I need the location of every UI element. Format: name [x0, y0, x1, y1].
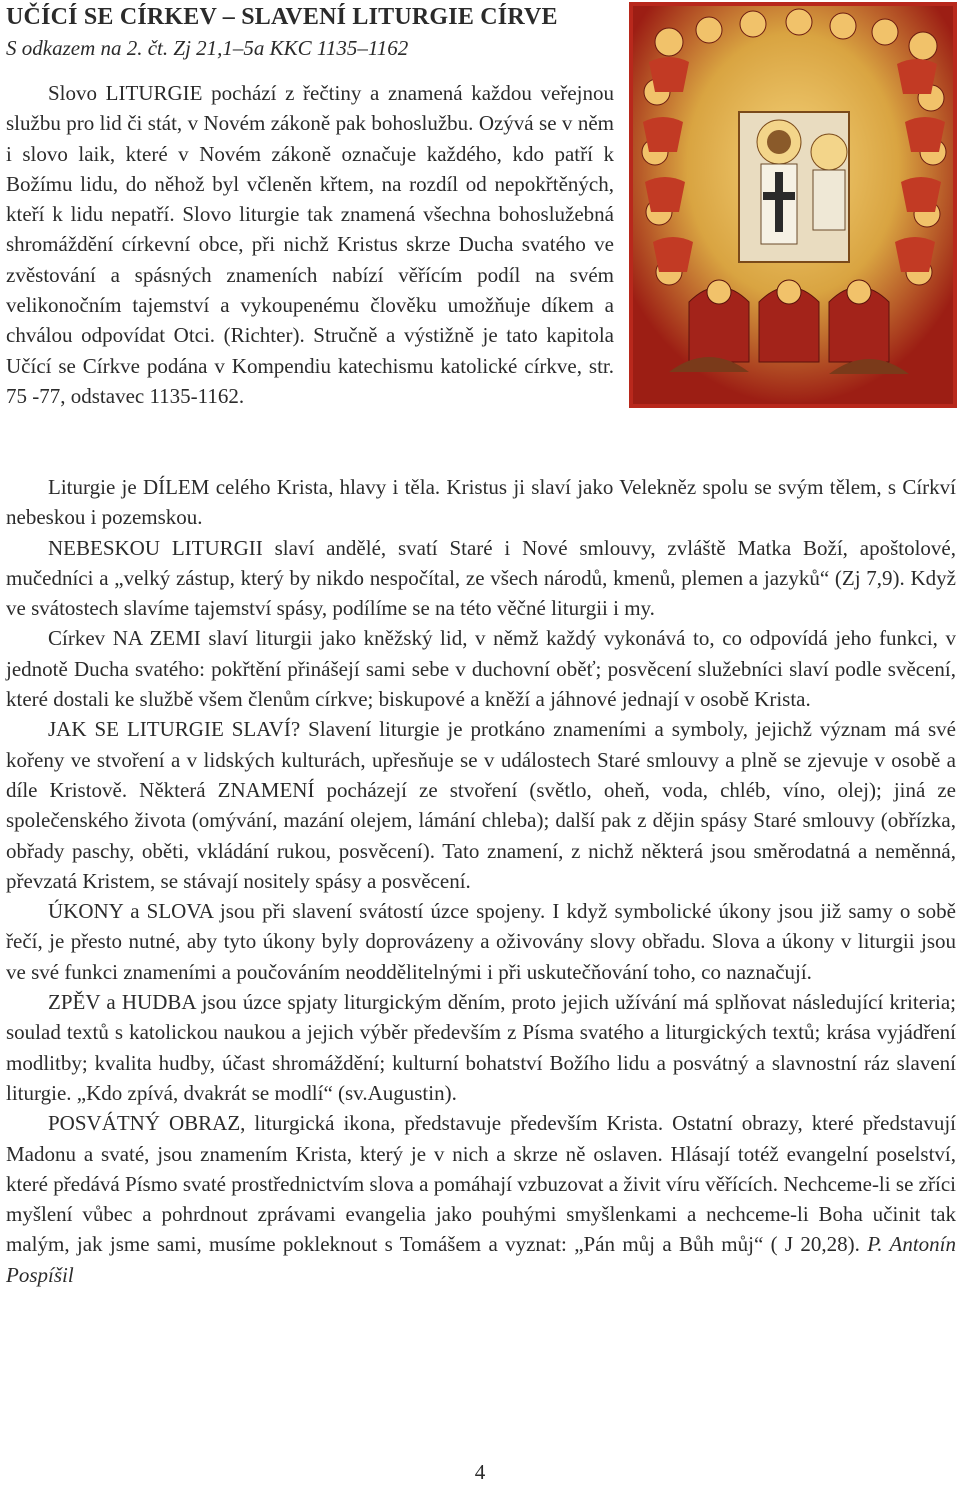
paragraph-text: POSVÁTNÝ OBRAZ, liturgická ikona, představuje především Krista. Ostatní obrazy, které představují Madonu a svaté, jsou znamením Krista, který je v nich a skrze ně oslaven. Hlásají totéž evangelní poselství, které předává Písmo svaté prostřednictvím slova a pomáhají vzbuzovat a živit víru věřících. Nechceme-li se zříci myšlení vůbec a pohrdnout zprávami evangelia jako pouhými smyšlenkami a nechceme-li Boha učinit tak malým, jak jsme sami, musíme pokleknout s Tomášem a vyznat: „Pán můj a Bůh můj“ ( J 20,28). [6, 1111, 956, 1257]
author-signature: P. Antonín Pospíšil [6, 1232, 956, 1287]
article-body [6, 472, 956, 1290]
paragraph-zpev-hudba: ZPĚV a HUDBA jsou úzce spjaty liturgickým děním, proto jejich užívání má splňovat následující kriteria; soulad textů s katolickou naukou a jejich výběr především z Písma svatého a liturgických textů; krása vyjádření modlitby; kvalita hudby, účast shromáždění; kulturní bohatství Božího lidu a posvátný a slavnostní ráz slavení liturgie. „Kdo zpívá, dvakrát se modlí“ (sv.Augustin). [6, 990, 956, 1105]
paragraph-cirkev-na-zemi: Církev NA ZEMI slaví liturgii jako kněžský lid, v němž každý vykonává to, co odpovídá jeho funkci, v jednotě Ducha svatého: pokřtění přinášejí sami sebe v duchovní oběť; posvěcení služebníci slaví podle svěcení, které dostali ke službě všem členům církve; biskupové a kněží a jáhnové jednají v osobě Krista. [6, 626, 956, 712]
paragraph-dilo: Liturgie je DÍLEM celého Krista, hlavy i těla. Kristus ji slaví jako Velekněz spolu se svým tělem, s Církví nebeskou i pozemskou. [6, 475, 956, 530]
liturgy-icon-image [629, 2, 957, 408]
page-title: UČÍCÍ SE CÍRKEV – SLAVENÍ LITURGIE CÍRVE [6, 4, 558, 30]
page-number: 4 [474, 1460, 486, 1484]
intro-block [6, 78, 614, 411]
page-subtitle: S odkazem na 2. čt. Zj 21,1–5a KKC 1135–1162 [6, 36, 409, 60]
intro-paragraph: Slovo LITURGIE pochází z řečtiny a znamená každou veřejnou službu pro lid či stát, v Novém zákoně pak bohoslužbu. Ozývá se v něm i slovo laik, které v Novém zákoně označuje každého, kdo patří k Božímu lidu, do něhož byl včleněn křtem, na rozdíl od nepokřtěných, kteří k lidu nepatří. Slovo liturgie tak znamená všechna bohoslužebná shromáždění církevní obce, při nichž Kristus skrze Ducha svatého ve zvěstování a spásných znameních nabízí věřícím podíl na svém velikonočním tajemství a vykoupenému člověku umožňuje díkem a chválou odpovídat Otci. (Richter). Stručně a výstižně je tato kapitola Učící se Církve podána v Kompendiu katechismu katolické církve, str. 75 -77, odstavec 1135-1162. [6, 81, 614, 408]
heavenly-liturgy-icon [629, 2, 957, 408]
paragraph-nebeska-liturgie: NEBESKOU LITURGII slaví andělé, svatí Staré i Nové smlouvy, zvláště Matka Boží, apoštolové, mučedníci a „velký zástup, který by nikdo nespočítal, ze všech národů, kmenů, plemen a jazyků“ (Zj 7,9). Když ve svátostech slavíme tajemství spásy, podílíme se na této věčné liturgii i my. [6, 535, 956, 621]
paragraph-ukony-slova: ÚKONY a SLOVA jsou při slavení svátostí úzce spojeny. I když symbolické úkony jsou již samy o sobě řečí, je přesto nutné, aby tyto úkony byly doprovázeny a oživovány slovy obřadu. Slova a úkony v liturgii jsou ve své funkci znameními a poučováním neoddělitelnými i při uskutečňování toho, co naznačují. [6, 899, 956, 984]
paragraph-posvatny-obraz [6, 1108, 956, 1290]
paragraph-jak-se-slavi: JAK SE LITURGIE SLAVÍ? Slavení liturgie je protkáno znameními a symboly, jejichž význam má své kořeny ve stvoření a v lidských kulturách, upřesňuje se v událostech Staré smlouvy a plně se zjevuje v osobě a díle Kristově. Některá ZNAMENÍ pocházejí ze stvoření (světlo, oheň, voda, chléb, víno, olej); jiná ze společenského života (omývání, mazání olejem, lámání chleba); další pak z dějin spásy Staré smlouvy (obřízka, obřady paschy, oběti, vkládání rukou, posvěcení). Tato znamení, z nichž některá jsou směrodatná a neměnná, převzatá Kristem, se stávají nositely spásy a posvěcení. [6, 717, 956, 893]
